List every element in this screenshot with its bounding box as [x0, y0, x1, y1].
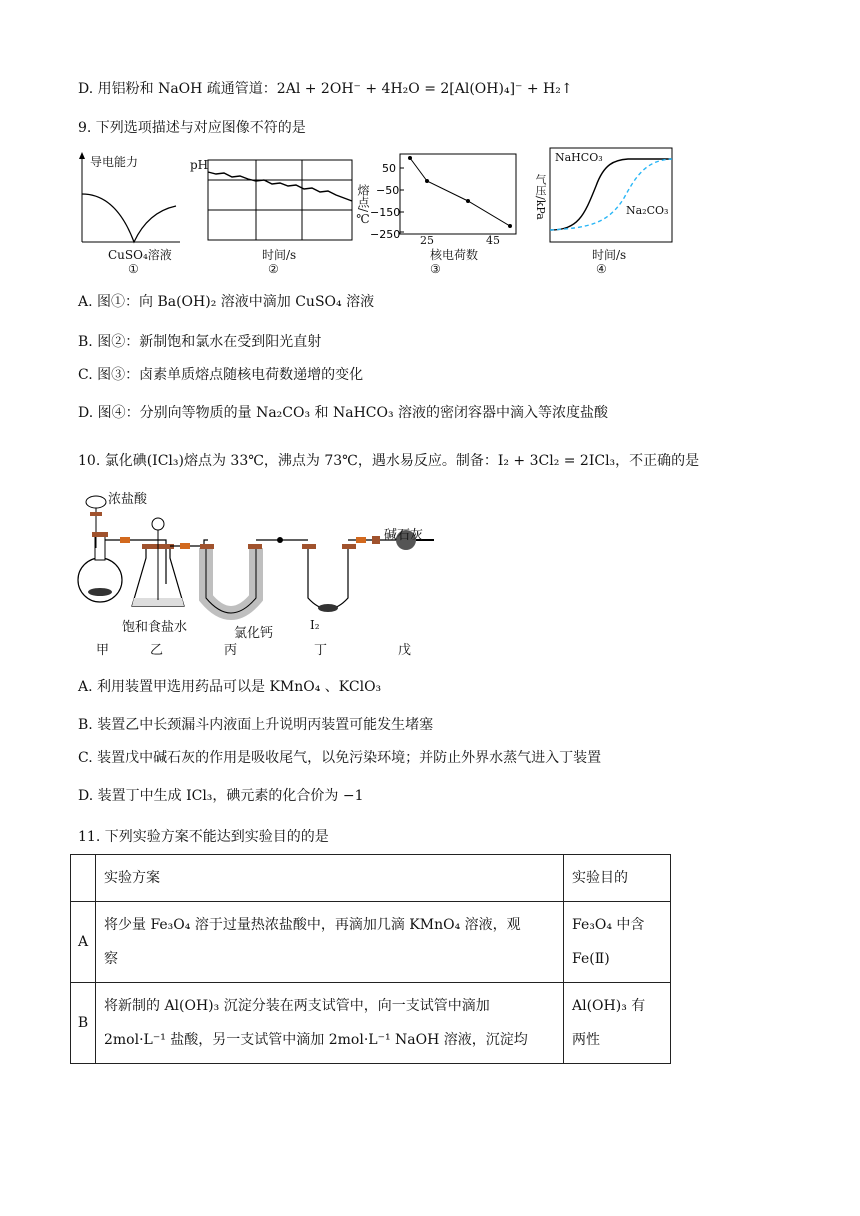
header-goal: 实验目的: [564, 855, 671, 902]
row-plan-line: 将少量 Fe₃O₄ 溶于过量热浓盐酸中，再滴加几滴 KMnO₄ 溶液，观: [104, 917, 521, 933]
figure-2-ph: [206, 158, 356, 244]
nahco3-curve: [550, 159, 672, 230]
fig4-number: ④: [596, 262, 607, 276]
q10-stem: 10. 氯化碘(ICl₃)熔点为 33℃，沸点为 73℃，遇水易反应。制备：I₂ + 3Cl₂ = 2ICl₃，不正确的是: [78, 453, 700, 469]
fig3-xlabel: 核电荷数: [430, 248, 479, 262]
fig1-number: ①: [128, 262, 139, 276]
fig2-xlabel: 时间/s: [262, 248, 297, 262]
fig1-ylabel: 导电能力: [90, 155, 139, 169]
fig4-series-nahco3: NaHCO₃: [555, 151, 603, 164]
device-ding: 丁: [314, 643, 328, 658]
q11-stem: 11. 下列实验方案不能达到实验目的的是: [78, 829, 329, 845]
row-plan: [96, 983, 564, 1064]
fig1-xlabel: CuSO₄溶液: [108, 248, 172, 262]
svg-text:−150: −150: [370, 206, 401, 219]
fig3-xtick-25: 25: [420, 234, 434, 247]
q11-table: [70, 854, 671, 1064]
row-plan-line: 将新制的 Al(OH)₃ 沉淀分装在两支试管中，向一支试管中滴加: [104, 998, 490, 1014]
na2co3-curve: [550, 159, 672, 230]
device-bing: 丙: [224, 643, 238, 658]
q10-option-c: C. 装置戊中碱石灰的作用是吸收尾气，以免污染环境；并防止外界水蒸气进入丁装置: [78, 750, 602, 766]
q8-option-d: D. 用铝粉和 NaOH 疏通管道：2Al + 2OH⁻ + 4H₂O = 2[Al(OH)₄]⁻ + H₂↑: [78, 81, 573, 97]
q10-option-b: B. 装置乙中长颈漏斗内液面上升说明丙装置可能发生堵塞: [78, 717, 434, 733]
label-brine: 饱和食盐水: [122, 620, 188, 635]
q9-option-b: B. 图②：新制饱和氯水在受到阳光直射: [78, 334, 322, 350]
q9-option-a: A. 图①：向 Ba(OH)₂ 溶液中滴加 CuSO₄ 溶液: [78, 294, 375, 310]
row-plan-line: 察: [104, 951, 118, 967]
q9-option-d: D. 图④：分别向等物质的量 Na₂CO₃ 和 NaHCO₃ 溶液的密闭容器中滴入等浓度盐酸: [78, 405, 609, 421]
figure-3-melting-point: [370, 150, 520, 240]
fig4-series-na2co3: Na₂CO₃: [626, 204, 669, 217]
label-i2: I₂: [310, 618, 320, 632]
fig3-ylabel: 熔点/℃: [356, 184, 370, 227]
fig4-xlabel: 时间/s: [592, 248, 627, 262]
row-goal-line: Al(OH)₃ 有: [572, 998, 646, 1014]
device-yi: 乙: [150, 643, 164, 658]
table-row: [71, 902, 671, 983]
table-header-row: [71, 855, 671, 902]
device-wu: 戊: [398, 643, 412, 658]
q10-option-d: D. 装置丁中生成 ICl₃，碘元素的化合价为 −1: [78, 788, 364, 804]
row-key: A: [71, 902, 96, 983]
table-row: [71, 983, 671, 1064]
svg-text:−250: −250: [370, 228, 401, 240]
header-cell-blank: [71, 855, 96, 902]
label-soda-lime: 碱石灰: [384, 528, 424, 543]
header-plan: 实验方案: [96, 855, 564, 902]
fig3-xtick-45: 45: [486, 234, 500, 247]
svg-text:50: 50: [382, 162, 396, 175]
fig2-ylabel: pH: [190, 158, 209, 172]
row-plan-line: 2mol·L⁻¹ 盐酸，另一支试管中滴加 2mol·L⁻¹ NaOH 溶液，沉淀均: [104, 1032, 528, 1048]
row-goal-line: 两性: [572, 1032, 600, 1048]
q9-stem: 9. 下列选项描述与对应图像不符的是: [78, 120, 306, 136]
conductivity-curve: [82, 194, 176, 242]
row-goal-line: Fe(Ⅱ): [572, 951, 610, 967]
row-goal-line: Fe₃O₄ 中含: [572, 917, 645, 933]
device-jia: 甲: [96, 643, 110, 658]
label-cacl2: 氯化钙: [234, 626, 274, 641]
fig2-number: ②: [268, 262, 279, 276]
row-plan: [96, 902, 564, 983]
fig4-ylabel: 气压/kPa: [534, 174, 547, 220]
fig3-number: ③: [430, 262, 441, 276]
row-goal: [564, 983, 671, 1064]
svg-text:−50: −50: [376, 184, 400, 197]
row-key: B: [71, 983, 96, 1064]
q10-option-a: A. 利用装置甲选用药品可以是 KMnO₄ 、KClO₃: [78, 679, 382, 695]
q9-option-c: C. 图③：卤素单质熔点随核电荷数递增的变化: [78, 367, 364, 383]
ph-curve: [208, 172, 352, 201]
row-goal: [564, 902, 671, 983]
label-conc-hcl: 浓盐酸: [108, 492, 148, 507]
